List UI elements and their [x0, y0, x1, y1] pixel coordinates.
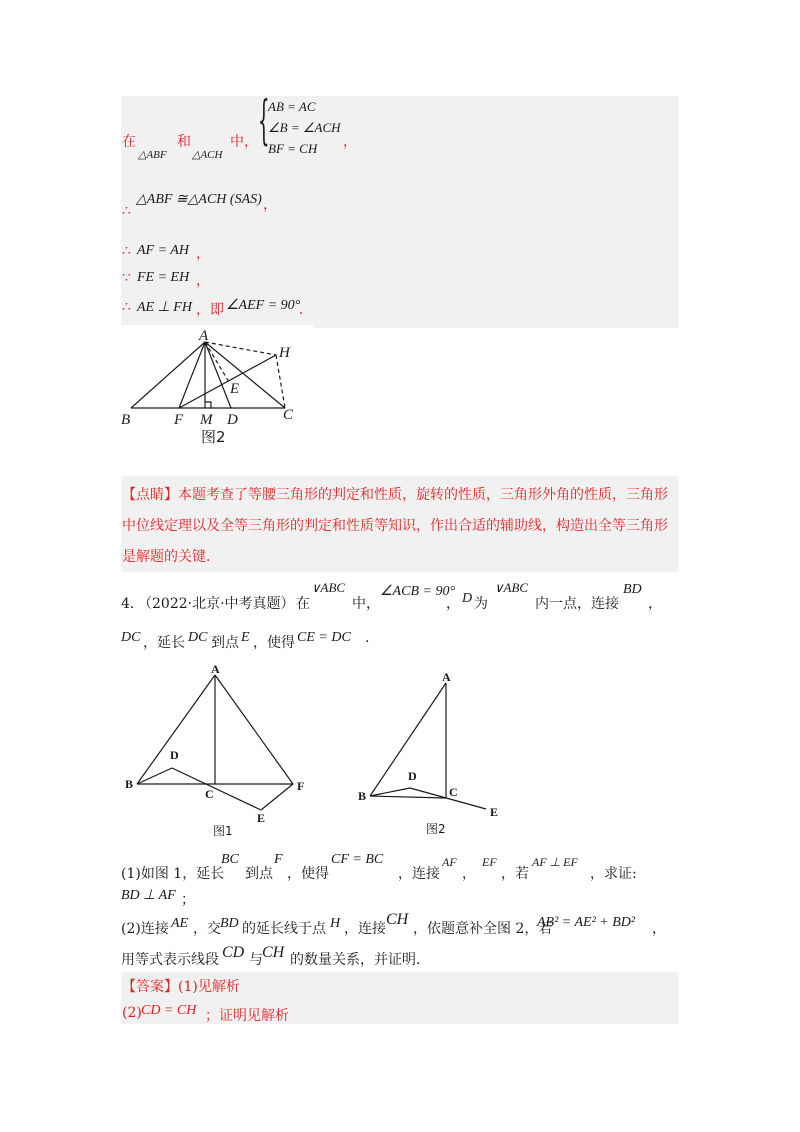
label-e: E	[490, 805, 499, 819]
triangle-abf: △ABF	[138, 149, 167, 161]
answer-2-suffix: ；证明见解析	[205, 1008, 289, 1024]
segment-ch: CH	[386, 911, 409, 928]
congruence-statement: △ABF ≅△ACH (SAS)	[136, 192, 262, 207]
angle-aef: ∠AEF = 90°	[226, 298, 301, 313]
comment-line-3: 是解题的关键．	[122, 549, 220, 565]
line-end: ，	[263, 197, 277, 213]
question-2: ，依题意补全图 2，若	[413, 921, 553, 937]
figure-caption: 图2	[426, 822, 446, 836]
segment-af: AF	[442, 855, 457, 869]
problem-text: 在	[296, 596, 310, 612]
problem-text: 内一点，连接	[535, 596, 619, 612]
label-a: A	[211, 662, 220, 676]
segment-dc: DC	[121, 630, 141, 645]
segment-cd: CD	[222, 944, 245, 961]
line-end: ．	[299, 302, 313, 318]
therefore-symbol: ∴	[122, 243, 131, 259]
question-1: ，	[462, 866, 476, 882]
problem-figure-1	[120, 660, 320, 840]
segment-de	[172, 768, 261, 810]
af-equals-ah: AF = AH	[137, 243, 189, 258]
therefore-symbol: ∴	[122, 203, 131, 219]
segment-ef	[261, 784, 293, 810]
triangle-abc: ∨ABC	[311, 580, 346, 595]
system-eq-1: AB = AC	[268, 99, 316, 114]
question-1: ，使得	[287, 866, 329, 882]
in-label: 在	[122, 134, 136, 150]
question-2: ，连接	[344, 921, 386, 937]
segment-bd: BD	[220, 916, 239, 931]
problem-source: （2022·北京·中考真题）	[138, 596, 295, 612]
system-eq-3: BF = CH	[268, 141, 318, 156]
problem-text: 中，	[352, 596, 380, 612]
problem-text: ，延长	[143, 635, 185, 651]
segment-ab	[137, 675, 215, 784]
middle-label: 中，	[230, 134, 258, 150]
question-2: 用等式表示线段	[121, 952, 219, 968]
label-a: A	[199, 328, 209, 344]
ae-perp-fh: AE ⊥ FH	[137, 300, 192, 315]
label-m: M	[200, 412, 213, 428]
therefore-symbol: ∴	[122, 299, 131, 315]
question-1: 到点	[245, 866, 273, 882]
label-f: F	[297, 779, 305, 793]
label-c: C	[449, 785, 458, 799]
triangle-ach: △ACH	[192, 149, 223, 161]
problem-text: ，	[648, 596, 662, 612]
system-comma: ，	[343, 134, 357, 150]
question-2: 与	[249, 952, 263, 968]
line-end: ，	[196, 246, 210, 262]
comment-text	[122, 480, 678, 573]
point-e: E	[241, 630, 250, 645]
question-1: ，求证:	[590, 866, 637, 882]
solution-figure-2	[121, 325, 313, 450]
label-b: B	[121, 412, 131, 428]
segment-ef: EF	[482, 855, 497, 869]
problem-number: 4．	[121, 596, 144, 612]
label-f: F	[174, 412, 184, 428]
label-b: B	[358, 789, 367, 803]
question-1: (1)如图 1，延长	[121, 866, 225, 882]
equation-system	[268, 96, 341, 159]
question-2: 的数量关系，并证明．	[290, 952, 430, 968]
because-symbol: ∵	[122, 270, 131, 286]
figure-caption: 图1	[213, 824, 233, 838]
triangle-abc: ∨ABC	[494, 580, 529, 595]
question-2: ，	[652, 921, 666, 937]
af-perp-ef: AF ⊥ EF	[532, 855, 578, 869]
bd-perp-af: BD ⊥ AF	[121, 888, 176, 903]
problem-text: 为	[474, 596, 488, 612]
line-end: ，	[196, 273, 210, 289]
question-1: ，连接	[398, 866, 440, 882]
comment-tag: 【点睛】	[122, 487, 178, 503]
problem-text: ，	[446, 596, 460, 612]
answer-1: (1)见解析	[178, 979, 240, 995]
answer-2-equation: CD = CH	[141, 1003, 197, 1018]
segment-dc: DC	[188, 630, 208, 645]
answer-2-prefix: (2)	[122, 1005, 142, 1021]
answer-tag: 【答案】	[122, 979, 178, 995]
figure-caption: 图2	[201, 428, 226, 446]
segment-bc	[370, 796, 446, 798]
solution-block	[121, 91, 679, 328]
problem-text: ，使得	[253, 635, 295, 651]
point-f: F	[274, 852, 283, 867]
label-c: C	[283, 407, 294, 423]
question-2: 的延长线于点	[242, 921, 326, 937]
problem-text: .	[365, 630, 370, 646]
point-h: H	[330, 916, 341, 931]
label-e: E	[257, 811, 266, 825]
system-brace: {	[258, 91, 270, 151]
cf-equals-bc: CF = BC	[331, 852, 384, 867]
and-label: 和	[177, 134, 191, 150]
question-1: ，若	[501, 866, 529, 882]
label-d: D	[227, 412, 238, 428]
label-d: D	[170, 748, 179, 762]
label-e: E	[230, 381, 240, 397]
label-h: H	[279, 345, 290, 361]
comment-line-1: 本题考查了等腰三角形的判定和性质，旋转的性质，三角形外角的性质，三角形	[178, 487, 668, 503]
segment-af	[215, 675, 293, 784]
problem-figure-2	[350, 668, 520, 838]
problem-text: 到点	[211, 635, 239, 651]
namely-label: ，即	[196, 302, 224, 318]
question-2: ，交	[193, 921, 221, 937]
pythagorean-condition: AB² = AE² + BD²	[537, 915, 636, 930]
segment-ch: CH	[262, 944, 285, 961]
segment-de	[410, 788, 486, 809]
system-eq-2: ∠B = ∠ACH	[268, 120, 341, 135]
question-2: (2)连接	[121, 921, 169, 937]
label-c: C	[205, 787, 214, 801]
segment-bd: BD	[623, 582, 642, 597]
question-1: ；	[181, 892, 195, 908]
segment-ae: AE	[171, 916, 189, 931]
fe-equals-eh: FE = EH	[137, 270, 190, 285]
comment-line-2: 中位线定理以及全等三角形的判定和性质等知识，作出合适的辅助线，构造出全等三角形	[122, 518, 668, 534]
label-b: B	[125, 777, 134, 791]
segment-bc: BC	[221, 852, 239, 867]
angle-acb: ∠ACB = 90°	[380, 584, 456, 599]
ce-equals-dc: CE = DC	[297, 630, 351, 645]
point-d: D	[462, 591, 473, 606]
label-d: D	[408, 769, 417, 783]
segment-bd	[370, 788, 410, 796]
label-a: A	[442, 670, 451, 684]
